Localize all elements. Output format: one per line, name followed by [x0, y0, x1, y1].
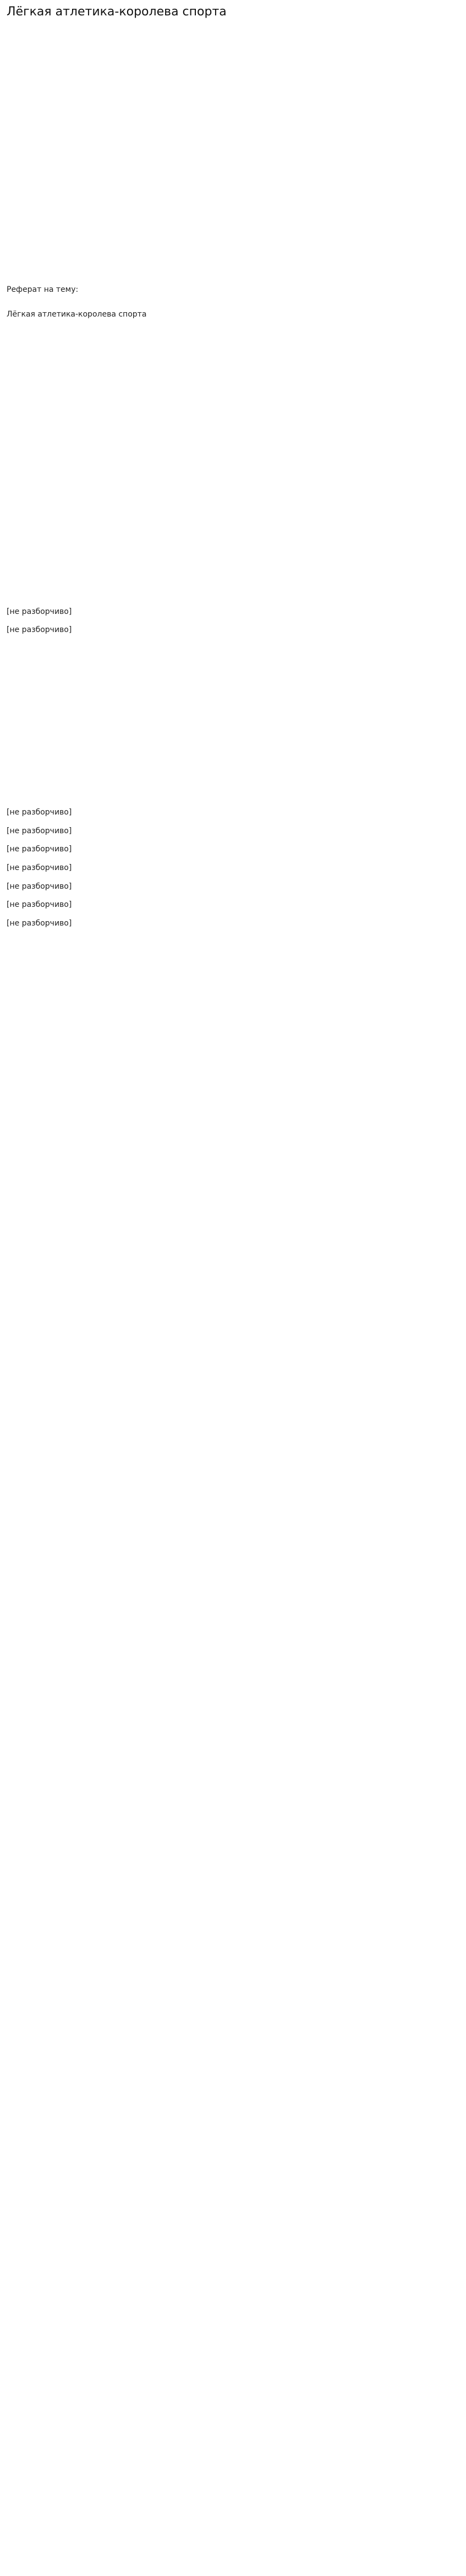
paragraph: [не разборчиво] [7, 625, 72, 635]
paragraph: [не разборчиво] [7, 900, 72, 910]
section-history [7, 606, 459, 636]
paragraph: [не разборчиво] [7, 919, 72, 928]
intro-heading: Реферат на тему: [7, 285, 79, 294]
intro-block [7, 284, 459, 320]
document-title: Лёгкая атлетика-королева спорта [7, 5, 227, 19]
paragraph: [не разборчиво] [7, 882, 72, 891]
paragraph: [не разборчиво] [7, 845, 72, 854]
section-gap [7, 636, 459, 807]
paragraph: [не разборчиво] [7, 807, 72, 817]
paragraph: [не разборчиво] [7, 826, 72, 835]
paragraph: [не разборчиво] [7, 607, 72, 616]
intro-subject: Лёгкая атлетика-королева спорта [7, 309, 147, 319]
paragraph: [не разборчиво] [7, 863, 72, 873]
section-development [7, 807, 459, 930]
